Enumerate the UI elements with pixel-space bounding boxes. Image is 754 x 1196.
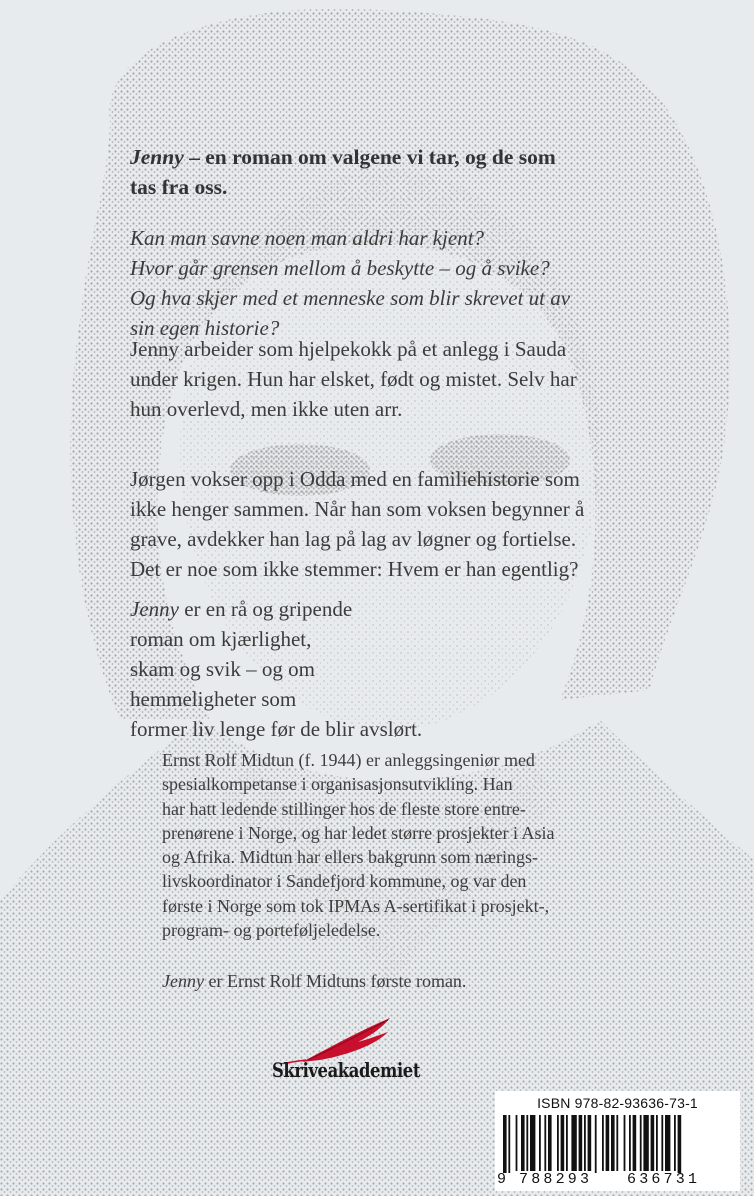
barcode-bar	[602, 1115, 604, 1171]
barcode-bar	[503, 1115, 507, 1173]
closing-rest: er Ernst Rolf Midtuns første roman.	[203, 971, 467, 991]
barcode-bar	[629, 1115, 631, 1171]
summary-first-rest: er en rå og gripende	[178, 597, 353, 621]
barcode-digits-left: 788293	[519, 1171, 593, 1188]
question-line: Hvor går grensen mellom å beskytte – og å svike?	[130, 256, 550, 280]
publisher-name: Skriveakademiet	[272, 1058, 421, 1082]
barcode-bar	[584, 1115, 586, 1171]
paragraph-line: Jørgen vokser opp i Odda med en familiehistorie som	[130, 467, 580, 491]
barcode-bar	[588, 1115, 592, 1171]
paragraph-jenny	[130, 334, 650, 424]
tagline	[130, 142, 650, 202]
barcode-digits-right: 636731	[627, 1171, 701, 1188]
paragraph-line: ikke henger sammen. Når han som voksen begynner å	[130, 497, 585, 521]
barcode-bar	[624, 1115, 626, 1171]
barcode-bar	[611, 1115, 615, 1171]
bio-line: prenørene i Norge, og har ledet større prosjekter i Asia	[162, 822, 555, 843]
bio-line: Ernst Rolf Midtun (f. 1944) er anleggsingeniør med	[162, 750, 535, 770]
barcode-bar	[640, 1115, 642, 1171]
bio-line: spesialkompetanse i organisasjonsutvikling. Han	[162, 774, 513, 795]
paragraph-line: roman om kjærlighet,	[130, 627, 312, 651]
paragraph-line: former liv lenge før de blir avslørt.	[130, 717, 423, 741]
barcode-digit-first: 9	[497, 1171, 507, 1188]
barcode-bar	[674, 1115, 676, 1171]
isbn-label: ISBN 978-82-93636-73-1	[537, 1095, 698, 1111]
bio-line: har hatt ledende stillinger hos de fleste store entre-	[162, 798, 526, 819]
paragraph-line: skam og svik – og om	[130, 657, 315, 681]
barcode-bar	[579, 1115, 583, 1171]
barcode-bar	[521, 1115, 525, 1171]
bio-line: første i Norge som tok IPMAs A-sertifikat i prosjekt-,	[162, 895, 550, 916]
barcode-bar	[530, 1115, 535, 1171]
barcode-bar	[651, 1115, 655, 1171]
barcode-bar	[508, 1115, 510, 1173]
paragraph-summary	[130, 594, 650, 744]
barcode-bar	[539, 1115, 541, 1171]
question-line: sin egen historie?	[130, 316, 280, 340]
paragraph-line: Det er noe som ikke stemmer: Hvem er han egentlig?	[130, 557, 579, 581]
tagline-line2: tas fra oss.	[130, 175, 228, 199]
barcode-bar	[526, 1115, 528, 1171]
questions-block	[130, 223, 650, 343]
tagline-title-word: Jenny	[130, 145, 184, 169]
paragraph-line: Jenny arbeider som hjelpekokk på et anlegg i Sauda	[130, 337, 567, 361]
barcode-bar	[656, 1115, 658, 1171]
paragraph-jorgen	[130, 464, 650, 584]
bio-line: og Afrika. Midtun har ellers bakgrunn som nærings-	[162, 847, 538, 868]
barcode-bar	[561, 1115, 565, 1171]
isbn-barcode	[495, 1091, 740, 1191]
author-closing-line	[162, 969, 466, 993]
paragraph-line: hun overlevd, men ikke uten arr.	[130, 397, 403, 421]
paragraph-line: grave, avdekker han lag på lag av løgner og fortielse.	[130, 527, 577, 551]
barcode-bar	[643, 1115, 648, 1171]
barcode-bar	[665, 1115, 670, 1171]
summary-title-word: Jenny	[130, 597, 179, 621]
tagline-rest: – en roman om valgene vi tar, og de som	[183, 145, 556, 169]
paragraph-line: under krigen. Hun har elsket, født og mistet. Selv har	[130, 367, 577, 391]
question-line: Kan man savne noen man aldri har kjent?	[130, 226, 485, 250]
barcode-bar	[595, 1115, 597, 1173]
barcode-bar	[633, 1115, 637, 1171]
barcode-bar	[616, 1115, 618, 1171]
barcode-bar	[544, 1115, 546, 1171]
barcode-bar	[678, 1115, 682, 1173]
barcode-bar	[566, 1115, 568, 1171]
closing-title-word: Jenny	[162, 971, 204, 991]
barcode-bar	[548, 1115, 552, 1171]
barcode-bar	[571, 1115, 576, 1171]
barcode-bar	[557, 1115, 559, 1171]
barcode-bar	[516, 1115, 518, 1171]
question-line: Og hva skjer med et menneske som blir skrevet ut av	[130, 286, 571, 310]
red-quill-feather-icon	[272, 1014, 442, 1064]
bio-line: livskoordinator i Sandefjord kommune, og var den	[162, 871, 527, 892]
barcode-bar	[606, 1115, 610, 1171]
paragraph-line: hemmeligheter som	[130, 687, 297, 711]
bio-line: program- og porteføljeledelse.	[162, 920, 381, 941]
barcode-bar	[661, 1115, 663, 1171]
publisher-logo	[272, 1014, 442, 1094]
author-bio	[162, 748, 632, 942]
barcode-bars	[503, 1115, 733, 1173]
